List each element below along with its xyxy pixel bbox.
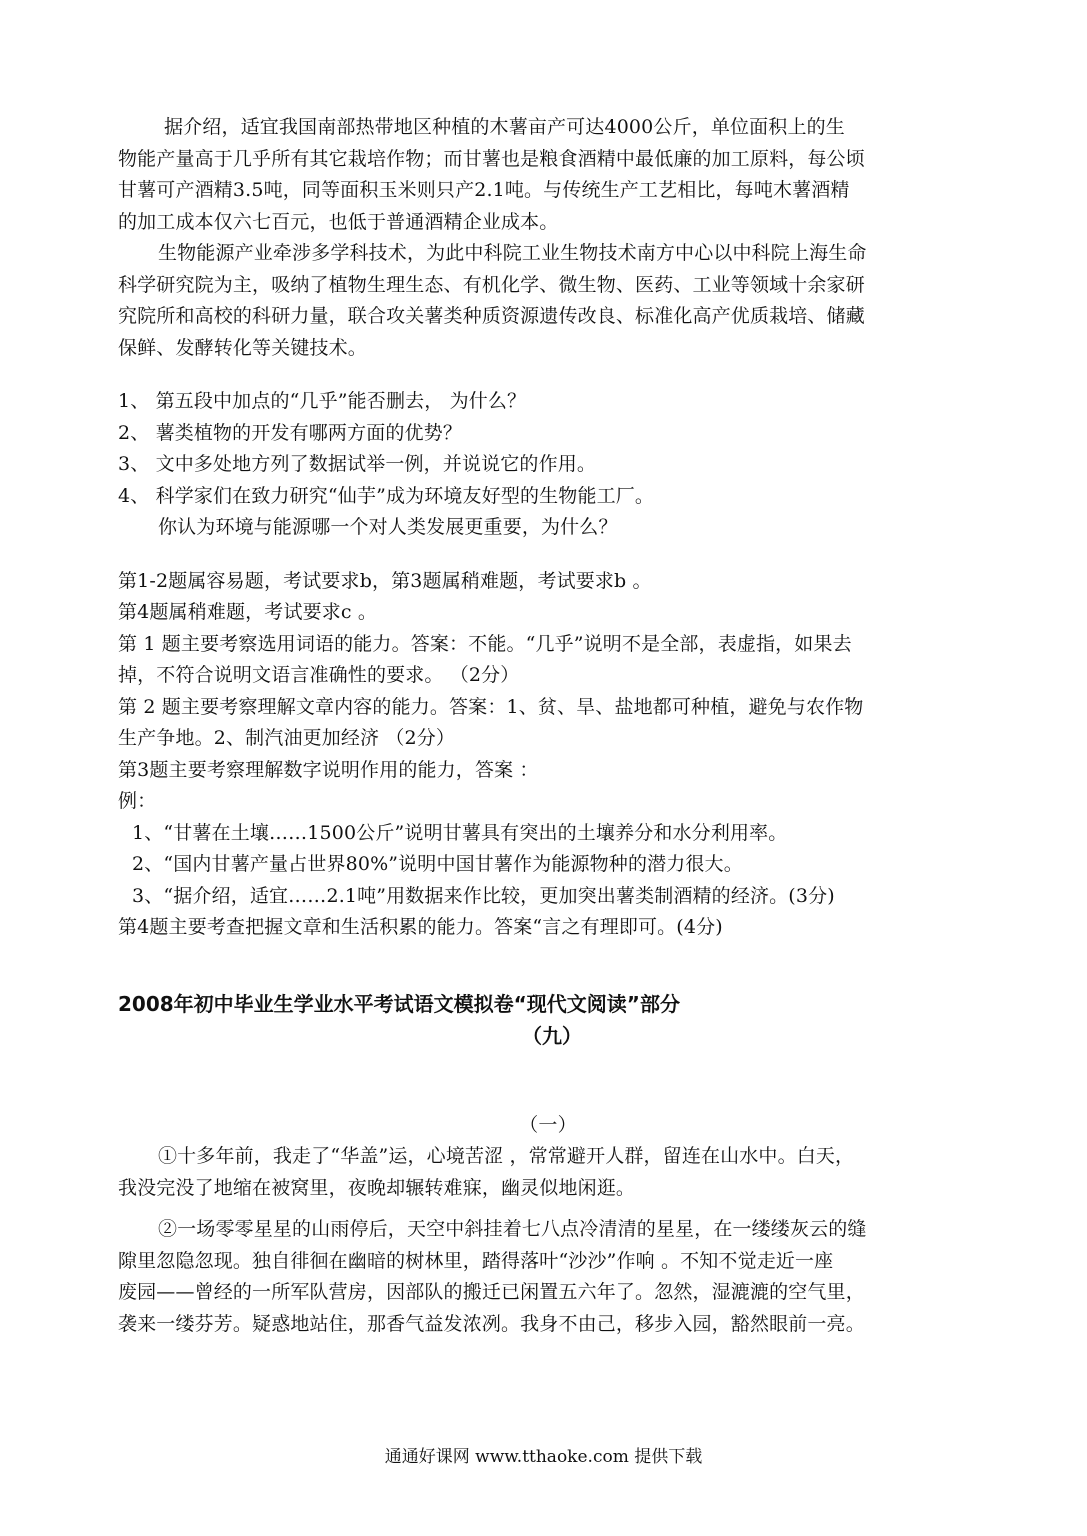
paragraph-bioenergy-industry — [118, 238, 978, 364]
text-line: 究院所和高校的科研力量，联合攻关薯类种质资源遗传改良、标准化高产优质栽培、储藏 — [118, 305, 865, 327]
answer-2: 第 2 题主要考察理解文章内容的能力。答案：1、贫、旱、盐地都可种植，避免与农作物 — [118, 695, 864, 718]
difficulty-note: 第4题属稍难题，考试要求c 。 — [118, 601, 378, 623]
answer-3-example: 3、“据介绍，适宜……2.1吨”用数据来作比较，更加突出薯类制酒精的经济。(3分) — [132, 884, 835, 907]
answer-key — [118, 566, 978, 944]
page-footer: 通通好课网 www.tthaoke.com 提供下载 — [384, 1447, 703, 1467]
text-line: 据介绍，适宜我国南部热带地区种植的木薯亩产可达4000公斤，单位面积上的生 — [164, 116, 845, 138]
paragraph-1 — [118, 1141, 978, 1204]
question-list — [118, 386, 978, 544]
text-line: 废园——曾经的一所军队营房，因部队的搬迁已闲置五六年了。忽然，湿漉漉的空气里， — [118, 1281, 865, 1303]
text-line: 保鲜、发酵转化等关键技术。 — [118, 336, 367, 359]
answer-3-example: 1、“甘薯在土壤……1500公斤”说明甘薯具有突出的土壤养分和水分利用率。 — [132, 821, 788, 844]
answer-3: 第3题主要考察理解数字说明作用的能力，答案 ： — [118, 758, 539, 781]
text-line: 生物能源产业牵涉多学科技术，为此中科院工业生物技术南方中心以中科院上海生命 — [158, 242, 867, 264]
text-line: ①十多年前，我走了“华盖”运，心境苦涩 ，常常避开人群，留连在山水中。白天， — [158, 1145, 855, 1167]
paragraph-2 — [118, 1214, 978, 1340]
section-number: （一） — [519, 1113, 577, 1136]
answer-3-example-label: 例： — [118, 790, 157, 812]
question-item: 3、 文中多处地方列了数据试举一例，并说说它的作用。 — [118, 453, 597, 475]
exam-subtitle: （九） — [522, 1023, 582, 1048]
answer-2-cont: 生产争地。2、制汽油更加经济 （2分） — [118, 727, 456, 749]
spacer — [118, 544, 978, 566]
text-line: 我没完没了地缩在被窝里，夜晚却辗转难寐，幽灵似地闲逛。 — [118, 1176, 636, 1199]
text-line: 科学研究院为主，吸纳了植物生理生态、有机化学、微生物、医药、工业等领域十余家研 — [118, 273, 865, 296]
question-item-continuation: 你认为环境与能源哪一个对人类发展更重要，为什么？ — [158, 516, 618, 538]
spacer — [118, 944, 978, 988]
answer-3-example: 2、“国内甘薯产量占世界80%”说明中国甘薯作为能源物种的潜力很大。 — [132, 853, 743, 875]
text-line: 隙里忽隐忽现。独自徘徊在幽暗的树林里，踏得落叶“沙沙”作响 。不知不觉走近一座 — [118, 1249, 834, 1272]
text-line: 的加工成本仅六七百元，也低于普通酒精企业成本。 — [118, 210, 559, 233]
difficulty-note: 第1-2题属容易题，考试要求b，第3题属稍难题，考试要求b 。 — [118, 569, 652, 592]
question-item: 1、 第五段中加点的“几乎”能否删去， 为什么？ — [118, 390, 527, 412]
text-line: 物能产量高于几乎所有其它栽培作物；而甘薯也是粮食酒精中最低廉的加工原料，每公顷 — [118, 147, 865, 170]
exam-title: 2008年初中毕业生学业水平考试语文模拟卷“现代文阅读”部分 — [118, 991, 680, 1016]
spacer — [118, 1052, 978, 1110]
text-line: 甘薯可产酒精3.5吨，同等面积玉米则只产2.1吨。与传统生产工艺相比，每吨木薯酒精 — [118, 179, 850, 201]
paragraph-cassava-yield — [118, 112, 978, 238]
text-line: ②一场零零星星的山雨停后，天空中斜挂着七八点冷清清的星星，在一缕缕灰云的缝 — [158, 1218, 867, 1240]
document-page — [118, 112, 978, 1340]
question-item: 4、 科学家们在致力研究“仙芋”成为环境友好型的生物能工厂。 — [118, 484, 655, 507]
spacer — [118, 364, 978, 386]
text-line: 袭来一缕芬芳。疑惑地站住，那香气益发浓冽。我身不由己，移步入园，豁然眼前一亮。 — [118, 1312, 865, 1335]
answer-1-cont: 掉，不符合说明文语言准确性的要求。 （2分） — [118, 664, 520, 686]
spacer — [118, 1204, 978, 1214]
question-item: 2、 薯类植物的开发有哪两方面的优势？ — [118, 421, 462, 444]
answer-1: 第 1 题主要考察选用词语的能力。答案：不能。“几乎”说明不是全部，表虚指，如果去 — [118, 632, 852, 655]
answer-4: 第4题主要考查把握文章和生活积累的能力。答案“言之有理即可。(4分) — [118, 916, 723, 938]
